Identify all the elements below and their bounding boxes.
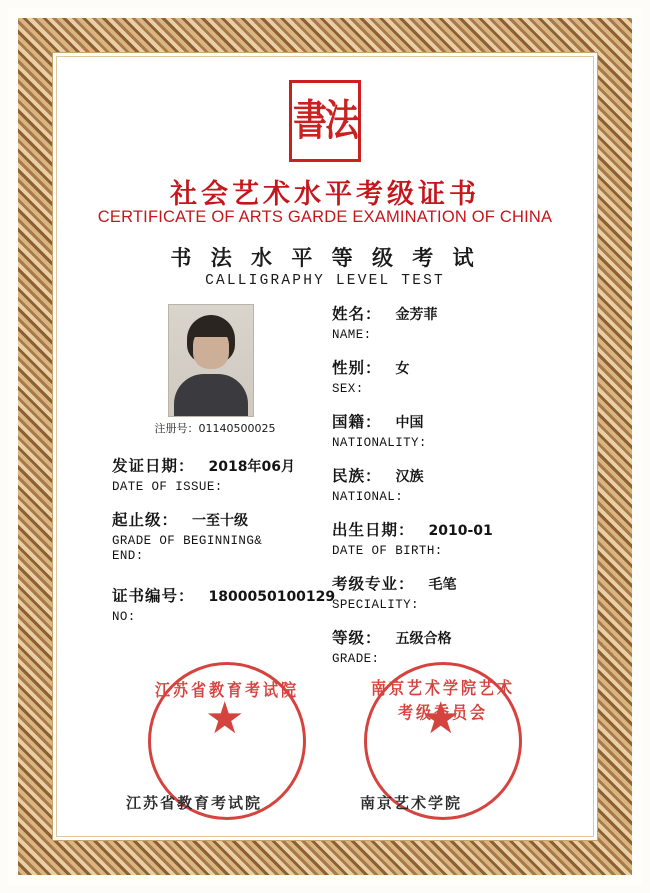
field-date-of-birth-value: 2010-01 — [428, 523, 493, 539]
field-sex-label-en: SEX: — [332, 382, 364, 396]
registration-value: 01140500025 — [198, 422, 276, 435]
photo-fringe-shape — [190, 321, 232, 337]
field-name-label-cn: 姓名： — [332, 305, 382, 323]
photo-body-shape — [174, 374, 248, 416]
field-name — [332, 302, 438, 342]
field-certificate-no-label-en: NO: — [112, 610, 136, 624]
field-grade-range-label-cn: 起止级： — [112, 511, 179, 529]
certificate-content — [60, 62, 590, 831]
seal-left-caption: 江苏省教育考试院 — [126, 794, 263, 812]
field-speciality-value: 毛笔 — [428, 577, 457, 593]
field-certificate-no-label-cn: 证书编号： — [112, 587, 195, 605]
seal-left-arc-text: 江苏省教育考试院 — [154, 679, 299, 701]
field-speciality — [332, 572, 457, 612]
field-ethnicity-label-en: NATIONAL: — [332, 490, 404, 504]
seal-right-arc-text: 南京艺术学院艺术考级委员会 — [370, 678, 515, 723]
portrait-photo — [168, 304, 254, 417]
field-grade-value: 五级合格 — [395, 631, 452, 647]
subtitle-english: CALLIGRAPHY LEVEL TEST — [205, 273, 445, 289]
registration-number — [120, 420, 310, 436]
subtitle-chinese: 书 法 水 平 等 级 考 试 — [170, 246, 480, 270]
field-name-value: 金芳菲 — [395, 307, 438, 323]
field-date-of-issue-value: 2018年06月 — [208, 459, 295, 475]
field-certificate-no — [112, 584, 335, 624]
seal-glyph-text: 書法 — [293, 96, 357, 146]
title-english: CERTIFICATE OF ARTS GARDE EXAMINATION OF CHINA — [97, 208, 553, 226]
field-speciality-label-en: SPECIALITY: — [332, 598, 419, 612]
field-ethnicity — [332, 464, 424, 504]
field-name-label-en: NAME: — [332, 328, 372, 342]
photo-frame — [168, 304, 254, 417]
field-date-of-issue — [112, 454, 295, 494]
field-sex-label-cn: 性别： — [332, 359, 382, 377]
field-ethnicity-label-cn: 民族： — [332, 467, 382, 485]
field-certificate-no-value: 1800050100129 — [208, 589, 336, 605]
field-nationality — [332, 410, 427, 450]
field-grade-range-label-en-line1: GRADE OF BEGINNING& — [112, 534, 263, 548]
field-speciality-label-cn: 考级专业： — [332, 575, 415, 593]
field-date-of-issue-label-cn: 发证日期： — [112, 457, 195, 475]
field-grade — [332, 626, 452, 666]
field-date-of-birth — [332, 518, 493, 558]
field-grade-range-label-en-line2: END: — [112, 549, 144, 563]
seal-right-caption: 南京艺术学院 — [360, 794, 463, 812]
field-nationality-label-en: NATIONALITY: — [332, 436, 427, 450]
field-nationality-label-cn: 国籍： — [332, 413, 382, 431]
field-date-of-issue-label-en: DATE OF ISSUE: — [112, 480, 223, 494]
field-date-of-birth-label-en: DATE OF BIRTH: — [332, 544, 443, 558]
field-sex — [332, 356, 410, 396]
field-ethnicity-value: 汉族 — [395, 469, 424, 485]
field-nationality-value: 中国 — [395, 415, 424, 431]
field-grade-range-value: 一至十级 — [192, 513, 249, 529]
registration-label: 注册号： — [154, 422, 199, 435]
field-sex-value: 女 — [395, 361, 410, 377]
field-grade-label-en: GRADE: — [332, 652, 380, 666]
official-seal-icon — [289, 80, 361, 162]
title-chinese: 社会艺术水平考级证书 — [170, 179, 480, 210]
field-grade-label-cn: 等级： — [332, 629, 382, 647]
field-grade-range — [112, 508, 262, 563]
field-date-of-birth-label-cn: 出生日期： — [332, 521, 415, 539]
